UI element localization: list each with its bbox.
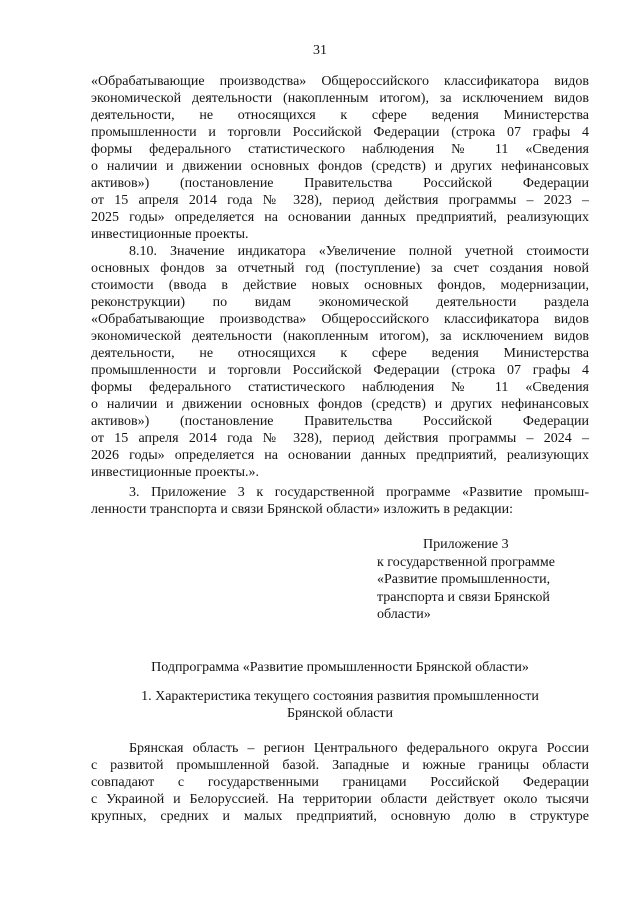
text-line: экономической деятельности (накопленным итогом), за исключением видов xyxy=(91,91,589,106)
text-line: крупных, средних и малых предприятий, основную долю в структуре xyxy=(91,809,589,824)
text-line: экономической деятельности (накопленным итогом), за исключением видов xyxy=(91,329,589,344)
text-line: инвестиционные проекты. xyxy=(91,227,249,242)
text-line: 3. Приложение 3 к государственной программе «Развитие промыш- xyxy=(129,485,589,500)
text-line: реконструкции) по видам экономической деятельности раздела xyxy=(91,295,589,310)
paragraph-8-10 xyxy=(91,243,589,481)
appendix-line: «Развитие промышленности, xyxy=(377,572,551,587)
page-number: 31 xyxy=(313,43,327,58)
text-line: от 15 апреля 2014 года № 328), период действия программы – 2024 – xyxy=(91,431,589,446)
appendix-line: транспорта и связи Брянской xyxy=(377,589,550,605)
text-line: Брянская область – регион Центрального федерального округа России xyxy=(129,741,589,756)
appendix-line: области» xyxy=(377,607,431,622)
text-line: деятельности, не относящихся к сфере ведения Министерства xyxy=(91,346,589,361)
text-line: инвестиционные проекты.». xyxy=(91,465,260,480)
section-heading xyxy=(91,688,589,722)
paragraph-item-3 xyxy=(91,484,589,518)
paragraph-continuation xyxy=(91,73,589,243)
subprogram-title-text: Подпрограмма «Развитие промышленности Брянской области» xyxy=(151,660,529,675)
subprogram-title xyxy=(91,659,589,676)
text-line: стоимости (ввода в действие новых основных фондов, модернизации, xyxy=(91,278,589,293)
text-line: от 15 апреля 2014 года № 328), период действия программы – 2023 – xyxy=(91,193,589,208)
text-line: совпадают с государственными границами Российской Федерации xyxy=(91,775,589,790)
text-line: 8.10. Значение индикатора «Увеличение полной учетной стоимости xyxy=(129,244,589,259)
text-line: промышленности и торговли Российской Федерации (строка 07 графы 4 xyxy=(91,125,589,140)
section-heading-line: 1. Характеристика текущего состояния развития промышленности xyxy=(141,689,539,704)
text-line: активов») (постановление Правительства Российской Федерации xyxy=(91,414,589,429)
paragraph-section-body xyxy=(91,740,589,825)
text-line: 2025 годы» определяется на основании данных предприятий, реализующих xyxy=(91,210,589,225)
text-line: с развитой промышленной базой. Западные и южные границы области xyxy=(91,758,589,773)
text-line: «Обрабатывающие производства» Общероссийского классификатора видов xyxy=(91,312,589,327)
text-line: о наличии и движении основных фондов (средств) и других нефинансовых xyxy=(91,159,589,174)
section-heading-line: Брянской области xyxy=(286,706,394,721)
text-line: формы федерального статистического наблюдения № 11 «Сведения xyxy=(91,142,589,157)
text-line: промышленности и торговли Российской Федерации (строка 07 графы 4 xyxy=(91,363,589,378)
text-line: ленности транспорта и связи Брянской области» изложить в редакции: xyxy=(91,502,514,517)
text-line: формы федерального статистического наблюдения № 11 «Сведения xyxy=(91,380,589,395)
text-line: деятельности, не относящихся к сфере ведения Министерства xyxy=(91,108,589,123)
text-line: 2026 годы» определяется на основании данных предприятий, реализующих xyxy=(91,448,589,463)
text-line: с Украиной и Белоруссией. На территории области действует около тысячи xyxy=(91,792,589,807)
appendix-line: к государственной программе xyxy=(377,554,555,570)
text-line: активов») (постановление Правительства Российской Федерации xyxy=(91,176,589,191)
appendix-reference xyxy=(377,536,555,624)
text-line: «Обрабатывающие производства» Общероссийского классификатора видов xyxy=(91,74,589,89)
text-line: основных фондов за отчетный год (поступление) за счет создания новой xyxy=(91,261,589,276)
appendix-line: Приложение 3 xyxy=(423,537,509,552)
text-line: о наличии и движении основных фондов (средств) и других нефинансовых xyxy=(91,397,589,412)
